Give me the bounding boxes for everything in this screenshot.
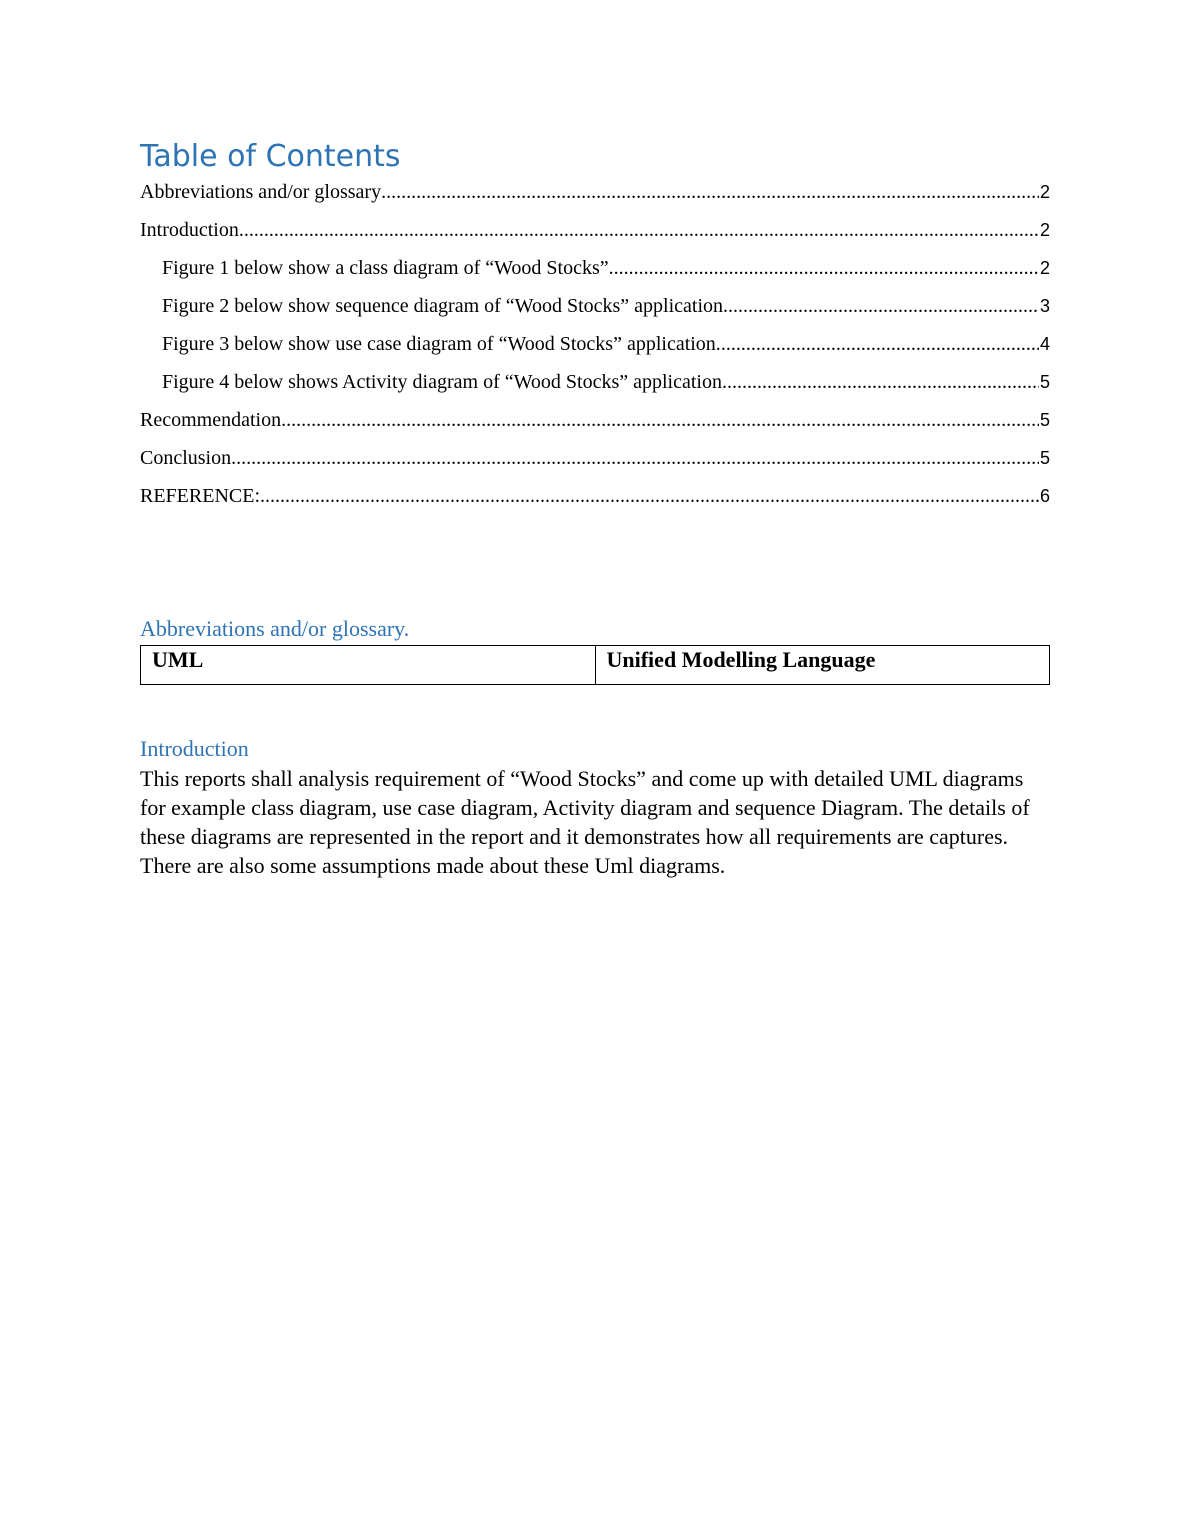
toc-entry[interactable] [140, 442, 1050, 480]
toc-entry-text: REFERENCE: [140, 485, 261, 507]
toc-dot-leader [609, 252, 1039, 284]
toc-page-number: 5 [1039, 448, 1050, 468]
toc-entry-text: Abbreviations and/or glossary [140, 181, 382, 203]
toc-entry-text: Figure 4 below shows Activity diagram of “Wood Stocks” application. [162, 371, 727, 393]
toc-entry[interactable] [140, 214, 1050, 252]
toc-entry-text: Figure 3 below show use case diagram of “Wood Stocks” application. [162, 333, 721, 355]
toc-page-number: 5 [1039, 410, 1050, 430]
toc-page-number: 2 [1039, 258, 1050, 278]
toc-dot-leader [239, 214, 1039, 246]
toc-entry[interactable] [140, 176, 1050, 214]
toc-entry[interactable] [140, 328, 1050, 366]
toc-entry[interactable] [140, 252, 1050, 290]
glossary-heading: Abbreviations and/or glossary. [140, 616, 410, 641]
toc-dot-leader [281, 404, 1039, 436]
toc-page-number: 4 [1039, 334, 1050, 354]
toc-dot-leader [727, 366, 1039, 398]
glossary-term: UML [141, 646, 596, 685]
introduction-paragraph: This reports shall analysis requirement of “Wood Stocks” and come up with detailed UML diagrams for example class diagram, use case diagram, Activity diagram and sequence Diagram. The details of these diagrams are represented in the report and it demonstrates how all requirements are captures. There are also some assumptions made about these Uml diagrams. [140, 766, 1030, 878]
glossary-definition: Unified Modelling Language [595, 646, 1050, 685]
toc-page-number: 2 [1039, 220, 1050, 240]
toc-entry-text: Figure 1 below show a class diagram of “Wood Stocks” [162, 257, 609, 279]
toc-entry[interactable] [140, 366, 1050, 404]
introduction-heading: Introduction [140, 736, 249, 761]
toc-entry[interactable] [140, 480, 1050, 518]
toc-entry[interactable] [140, 404, 1050, 442]
glossary-table [140, 645, 1050, 685]
toc-entry-text: Recommendation [140, 409, 282, 431]
toc-page-number: 6 [1039, 486, 1050, 506]
toc-entry[interactable] [140, 290, 1050, 328]
toc-dot-leader [381, 176, 1039, 208]
table-row [141, 646, 1050, 685]
toc-entry-text: Conclusion [140, 447, 232, 469]
toc-page-number: 3 [1039, 296, 1050, 316]
toc-page-number: 2 [1039, 182, 1050, 202]
table-of-contents [140, 176, 1050, 518]
toc-page-number: 5 [1039, 372, 1050, 392]
toc-dot-leader [231, 442, 1039, 474]
toc-dot-leader [728, 290, 1039, 322]
toc-dot-leader [721, 328, 1039, 360]
toc-entry-text: Introduction [140, 219, 239, 241]
toc-dot-leader [260, 480, 1039, 512]
toc-title: Table of Contents [140, 139, 401, 174]
toc-entry-text: Figure 2 below show sequence diagram of “Wood Stocks” application. [162, 295, 729, 317]
